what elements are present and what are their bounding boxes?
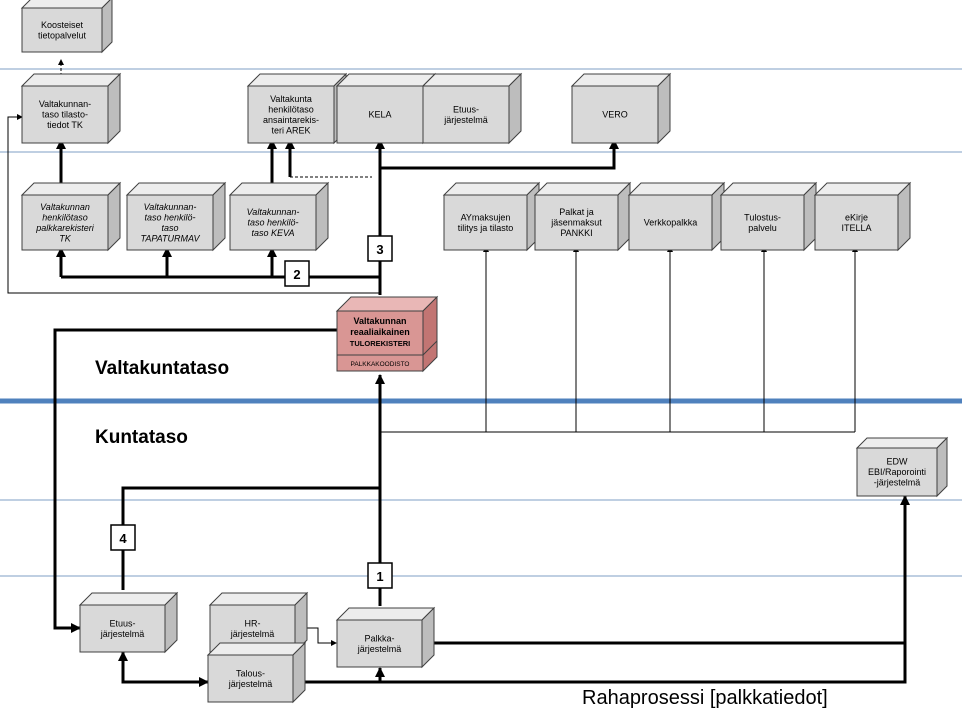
box-arek [248, 74, 346, 143]
box-label-line: henkilötaso [42, 212, 88, 223]
box-label-line: tietopalvelut [37, 30, 87, 41]
box-label-line: Palkat ja [559, 207, 594, 218]
box-label-line: TAPATURMAV [140, 233, 200, 244]
box-label-line: Valtakunta [270, 93, 312, 104]
step-marker-3 [368, 236, 392, 261]
box-label-line: taso henkilö- [144, 212, 196, 223]
step-marker-2 [285, 261, 309, 286]
box-label-line: taso henkilö- [247, 217, 299, 228]
box-label-line: EDW [886, 456, 908, 467]
step-marker-1 [368, 563, 392, 588]
box-label-line: eKirje [844, 212, 869, 223]
divider-lines [0, 69, 962, 576]
step-number: 2 [293, 267, 301, 282]
box-label-line: taso KEVA [251, 228, 295, 239]
box-talous [208, 643, 305, 702]
box-label-line: Palkka- [364, 633, 395, 644]
box-label-line: palvelu [748, 222, 777, 233]
box-tulorekisteri [337, 297, 437, 371]
box-label-line: järjestelmä [100, 628, 145, 639]
national-level-label: Valtakuntataso [95, 358, 230, 379]
step-number: 4 [119, 531, 127, 546]
box-palkkarekisteri-tk [22, 183, 120, 250]
step-number: 1 [376, 569, 384, 584]
box-label-line: teri AREK [271, 125, 311, 136]
money-process-label: Rahaprosessi [palkkatiedot] [582, 687, 828, 709]
box-keva [230, 183, 328, 250]
box-label-line: järjestelmä [230, 628, 275, 639]
box-koosteiset [22, 0, 112, 52]
step-markers [111, 236, 392, 588]
box-label-line: Valtakunnan [353, 316, 407, 326]
box-label-line: VERO [602, 109, 628, 120]
box-palkka [337, 608, 434, 667]
box-tapaturmav [127, 183, 225, 250]
box-label-line: tiedot TK [47, 120, 83, 131]
box-label-line: ansaintarekis- [262, 114, 320, 125]
box-etuus-top [423, 74, 521, 143]
box-label-line: KELA [368, 109, 392, 120]
municipal-level-label: Kuntataso [95, 427, 188, 448]
box-label-line: jäsenmaksut [551, 217, 602, 228]
box-label-line: Talous- [235, 668, 266, 679]
box-label-line: palkkarekisteri [36, 222, 94, 233]
box-label-line: HR- [244, 618, 261, 629]
box-label-line: reaaliaikainen [350, 327, 410, 337]
box-tulostuspalvelu [721, 183, 816, 250]
box-vero [572, 74, 670, 143]
box-tk-stats [22, 74, 120, 143]
box-label-line: TULOREKISTERI [349, 339, 411, 348]
box-label-line: Valtakunnan- [246, 207, 300, 218]
step-number: 3 [376, 242, 384, 257]
box-label-line: PANKKI [560, 228, 593, 239]
box-label-line: Etuus- [452, 104, 480, 115]
box-label-line: AYmaksujen [460, 212, 511, 223]
box-palkat-pankki [535, 183, 630, 250]
box-etuus-bottom [80, 593, 177, 652]
box-kela [337, 74, 435, 143]
box-aymaksujen [444, 183, 539, 250]
box-label-line: taso [161, 222, 179, 233]
box-label-line: Koosteiset [40, 19, 84, 30]
box-label-line: Verkkopalkka [643, 217, 698, 228]
box-label-line: järjestelmä [228, 678, 273, 689]
box-label-line: tilitys ja tilasto [457, 222, 514, 233]
box-edw [857, 438, 947, 496]
box-ekirje [815, 183, 910, 250]
box-label-line: EBI/Raporointi [867, 467, 927, 478]
box-label-line: järjestelmä [444, 114, 488, 125]
box-label-line: TK [59, 233, 71, 244]
box-label-line: Etuus- [109, 618, 136, 629]
box-label-line: henkilötaso [268, 104, 314, 115]
box-label-line: taso tilasto- [41, 109, 89, 120]
box-label-line: ITELLA [841, 222, 872, 233]
box-label-line: Valtakunnan- [38, 99, 92, 110]
box-label-line: -järjestelmä [873, 477, 921, 488]
box-label-line: Tulostus- [744, 212, 781, 223]
palkkakoodisto-label: PALKKAKOODISTO [350, 361, 410, 368]
box-verkkopalkka [629, 183, 724, 250]
step-marker-4 [111, 525, 135, 550]
box-label-line: Valtakunnan- [143, 201, 197, 212]
box-label-line: järjestelmä [357, 643, 402, 654]
box-label-line: Valtakunnan [40, 201, 90, 212]
